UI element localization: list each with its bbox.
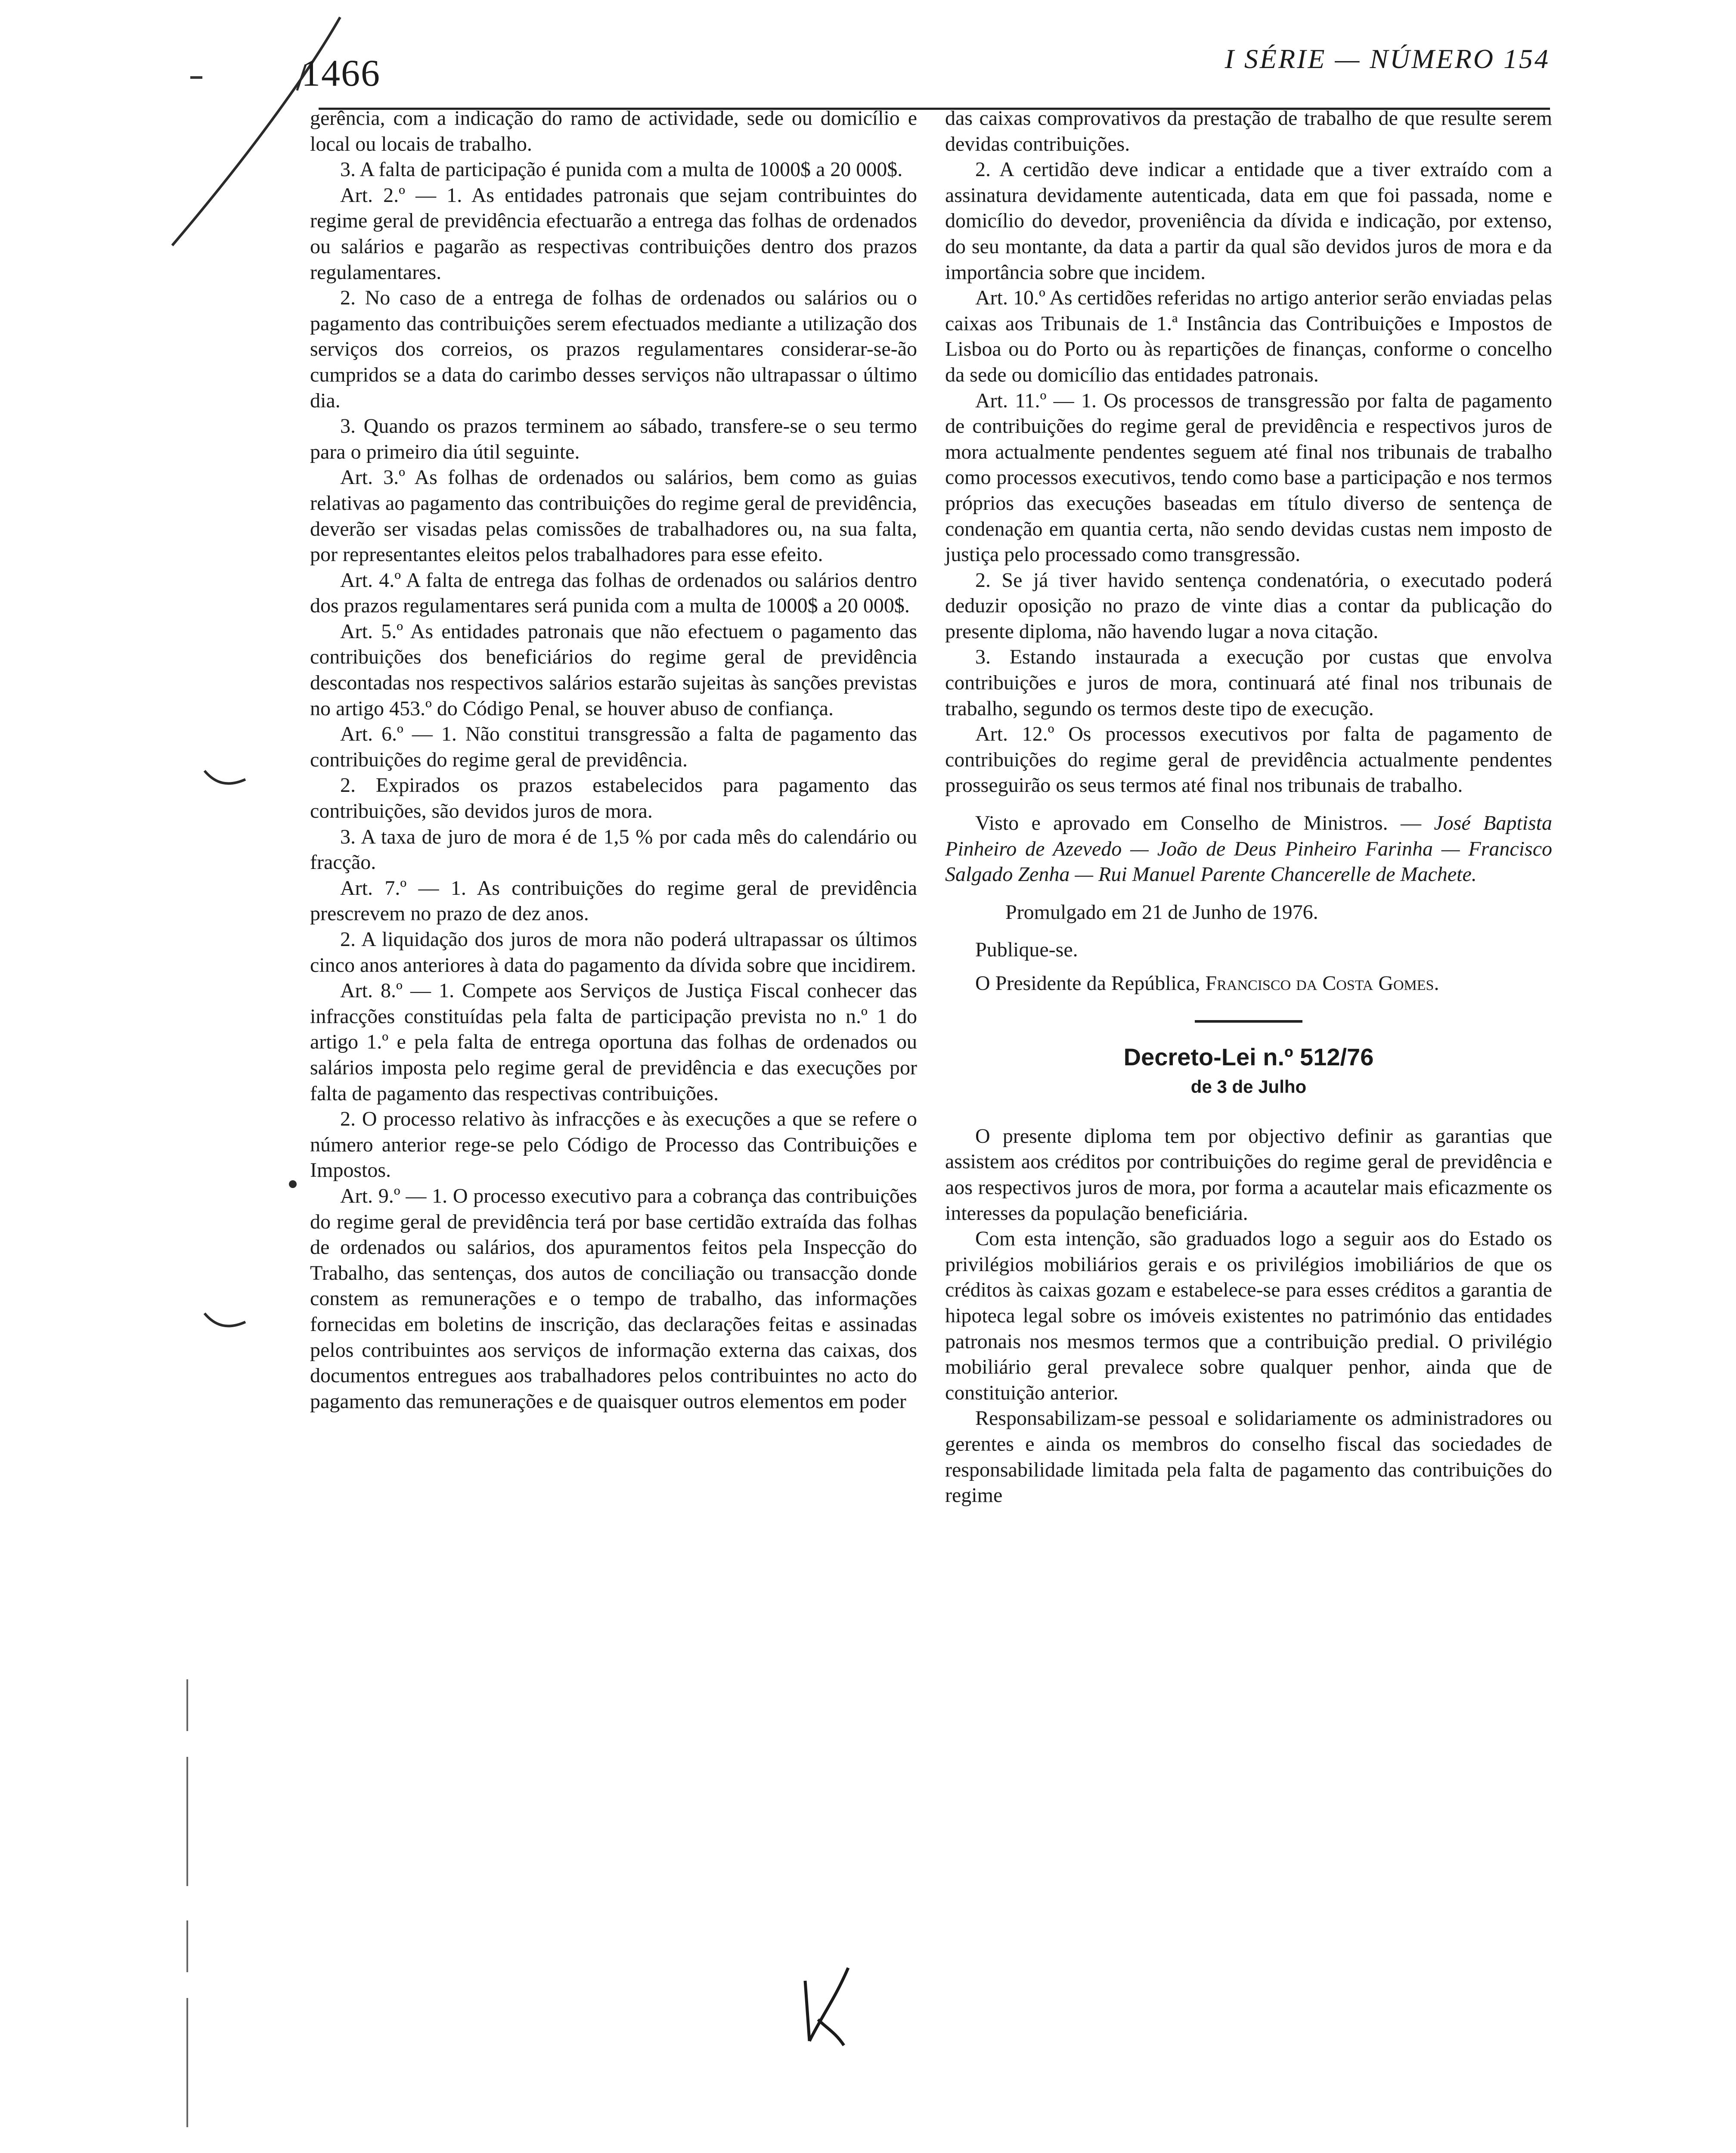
handwritten-initial-mark <box>792 1964 857 2050</box>
decree-paragraph: Com esta intenção, são graduados logo a seguir aos do Estado os privilégios mobiliários gerais e os privilégios imobiliários de que os créditos às caixas gozam e estabelece-se para esses créditos a garantia de hipoteca legal sobre os imóveis existentes no património das entidades patronais nos mesmos termos que a contribuição predial. O privilégio mobiliário geral prevalece sobre qualquer penhor, ainda que de constituição anterior. <box>945 1227 1552 1404</box>
president-signature <box>945 971 1552 996</box>
left-column <box>310 105 917 1414</box>
promulgation-date: Promulgado em 21 de Junho de 1976. <box>1005 900 1318 924</box>
paragraph: 2. O processo relativo às infracções e às execuções a que se refere o número anterior rege-se pelo Código de Processo das Contribuições e Impostos. <box>310 1108 917 1182</box>
paragraph: 2. A certidão deve indicar a entidade que a tiver extraído com a assinatura devidamente autenticada, data em que foi passada, nome e domicílio do devedor, proveniência da dívida e indicação, por extenso, do seu montante, da data a partir da qual são devidos juros de mora e da importância sobre que incidem. <box>945 158 1552 284</box>
page-header <box>301 26 1550 112</box>
paragraph: Art. 8.º — 1. Compete aos Serviços de Justiça Fiscal conhecer das infracções constituídas pela falta de participação prevista no n.º 1 do artigo 1.º e pela falta de entrega oportuna das folhas de ordenados ou salários imposta pelo regime geral de previdência e das execuções por falta de pagamento das respectivas contribuições. <box>310 979 917 1105</box>
right-column <box>945 105 1552 1508</box>
margin-tick-mark <box>202 1309 250 1335</box>
series-label: I SÉRIE — NÚMERO 154 <box>1224 43 1550 74</box>
margin-line-mark <box>181 1679 194 2153</box>
paragraph: 2. No caso de a entrega de folhas de ordenados ou salários ou o pagamento das contribuições serem efectuados mediante a utilização dos serviços dos correios, os prazos regulamentares considerar-se-ão cumpridos se a data do carimbo desses serviços não ultrapassar o último dia. <box>310 286 917 412</box>
decree-paragraph: O presente diploma tem por objectivo definir as garantias que assistem aos créditos por contribuições do regime geral de previdência e aos respectivos juros de mora, por forma a acautelar mais eficazmente os interesses da população beneficiária. <box>945 1124 1552 1225</box>
paragraph: Art. 7.º — 1. As contribuições do regime geral de previdência prescrevem no prazo de dez anos. <box>310 876 917 925</box>
section-divider <box>1195 1020 1302 1023</box>
paragraph: 2. Expirados os prazos estabelecidos para pagamento das contribuições, são devidos juros de mora. <box>310 774 917 823</box>
paragraph: Art. 4.º A falta de entrega das folhas de ordenados ou salários dentro dos prazos regulamentares será punida com a multa de 1000$ a 20 000$. <box>310 568 917 617</box>
approval-intro: Visto e aprovado em Conselho de Ministros. — <box>975 812 1421 835</box>
paragraph: Art. 10.º As certidões referidas no artigo anterior serão enviadas pelas caixas aos Tribunais de 1.ª Instância das Contribuições e Impostos de Lisboa ou do Porto ou às repartições de finanças, conforme o concelho da sede ou domicílio das entidades patronais. <box>945 286 1552 386</box>
paragraph: Art. 9.º — 1. O processo executivo para a cobrança das contribuições do regime geral de previdência terá por base certidão extraída das folhas de ordenados ou salários, dos apuramentos feitos pela Inspecção do Trabalho, das sentenças, dos autos de conciliação ou transacção donde constem as remunerações e o tempo de trabalho, das informações fornecidas em boletins de inscrição, das declarações feitas e assinadas pelos contribuintes aos serviços de informação externa das caixas, dos documentos entregues aos trabalhadores pelos contribuintes no acto do pagamento das remunerações e de quaisquer outros elementos em poder <box>310 1184 917 1413</box>
paragraph: 3. Quando os prazos terminem ao sábado, transfere-se o seu termo para o primeiro dia útil seguinte. <box>310 415 917 463</box>
president-intro: O Presidente da República, <box>975 972 1200 995</box>
decree-date: de 3 de Julho <box>1190 1076 1307 1097</box>
page-number: 1466 <box>301 53 381 94</box>
paragraph: Art. 6.º — 1. Não constitui transgressão a falta de pagamento das contribuições do regime geral de previdência. <box>310 723 917 771</box>
paragraph: Art. 11.º — 1. Os processos de transgressão por falta de pagamento de contribuições do regime geral de previdência e respectivos juros de mora actualmente pendentes seguem até final nos tribunais de trabalho como processos executivos, tendo como base a participação e nos termos próprios das execuções baseadas em título diverso de sentença de condenação em quantia certa, não sendo devidas custas nem imposto de justiça pelo processado como transgressão. <box>945 389 1552 566</box>
president-name: Francisco da Costa Gomes. <box>1205 972 1439 995</box>
paragraph: 3. A taxa de juro de mora é de 1,5 % por cada mês do calendário ou fracção. <box>310 825 917 874</box>
decree-title: Decreto-Lei n.º 512/76 <box>1123 1043 1374 1070</box>
paragraph: Art. 3.º As folhas de ordenados ou salários, bem como as guias relativas ao pagamento das contribuições do regime geral de previdência, deverão ser visadas pelas comissões de trabalhadores ou, na sua falta, por representantes eleitos pelos trabalhadores para esse efeito. <box>310 466 917 566</box>
paragraph: 3. Estando instaurada a execução por custas que envolva contribuições e juros de mora, continuará até final nos tribunais de trabalho, segundo os termos deste tipo de execução. <box>945 645 1552 720</box>
paragraph: 2. A liquidação dos juros de mora não poderá ultrapassar os últimos cinco anos anteriores à data do pagamento da dívida sobre que incidirem. <box>310 928 917 977</box>
paragraph: 2. Se já tiver havido sentença condenatória, o executado poderá deduzir oposição no prazo de vinte dias a contar da publicação do presente diploma, não havendo lugar a nova citação. <box>945 568 1552 643</box>
paragraph: das caixas comprovativos da prestação de trabalho de que resulte serem devidas contribuições. <box>945 107 1552 155</box>
margin-tick-mark <box>202 766 250 792</box>
paragraph: 3. A falta de participação é punida com a multa de 1000$ a 20 000$. <box>340 158 903 181</box>
margin-dot-mark <box>284 1176 301 1193</box>
approval-statement <box>945 810 1552 887</box>
decree-paragraph: Responsabilizam-se pessoal e solidariamente os administradores ou gerentes e ainda os membros do conselho fiscal das sociedades de responsabilidade limitada pela falta de pagamento das contribuições do regime <box>945 1407 1552 1507</box>
paragraph: gerência, com a indicação do ramo de actividade, sede ou domicílio e local ou locais de trabalho. <box>310 107 917 155</box>
minister-signatories: José Baptista Pinheiro de Azevedo — João de Deus Pinheiro Farinha — Francisco Salgado Zenha — Rui Manuel Parente Chancerelle de Machete. <box>945 812 1553 886</box>
paragraph: Art. 5.º As entidades patronais que não efectuem o pagamento das contribuições dos beneficiários do regime geral de previdência descontadas nos respectivos salários estarão sujeitas às sanções previstas no artigo 453.º do Código Penal, se houver abuso de confiança. <box>310 620 917 720</box>
paragraph: Art. 12.º Os processos executivos por falta de pagamento de contribuições do regime geral de previdência actualmente pendentes prosseguirão os seus termos até final nos tribunais de trabalho. <box>945 723 1552 797</box>
publication-order: Publique-se. <box>975 938 1078 962</box>
margin-dash-mark <box>189 73 207 82</box>
paragraph: Art. 2.º — 1. As entidades patronais que sejam contribuintes do regime geral de previdência efectuarão a entrega das folhas de ordenados ou salários e pagarão as respectivas contribuições dentro dos prazos regulamentares. <box>310 183 917 284</box>
